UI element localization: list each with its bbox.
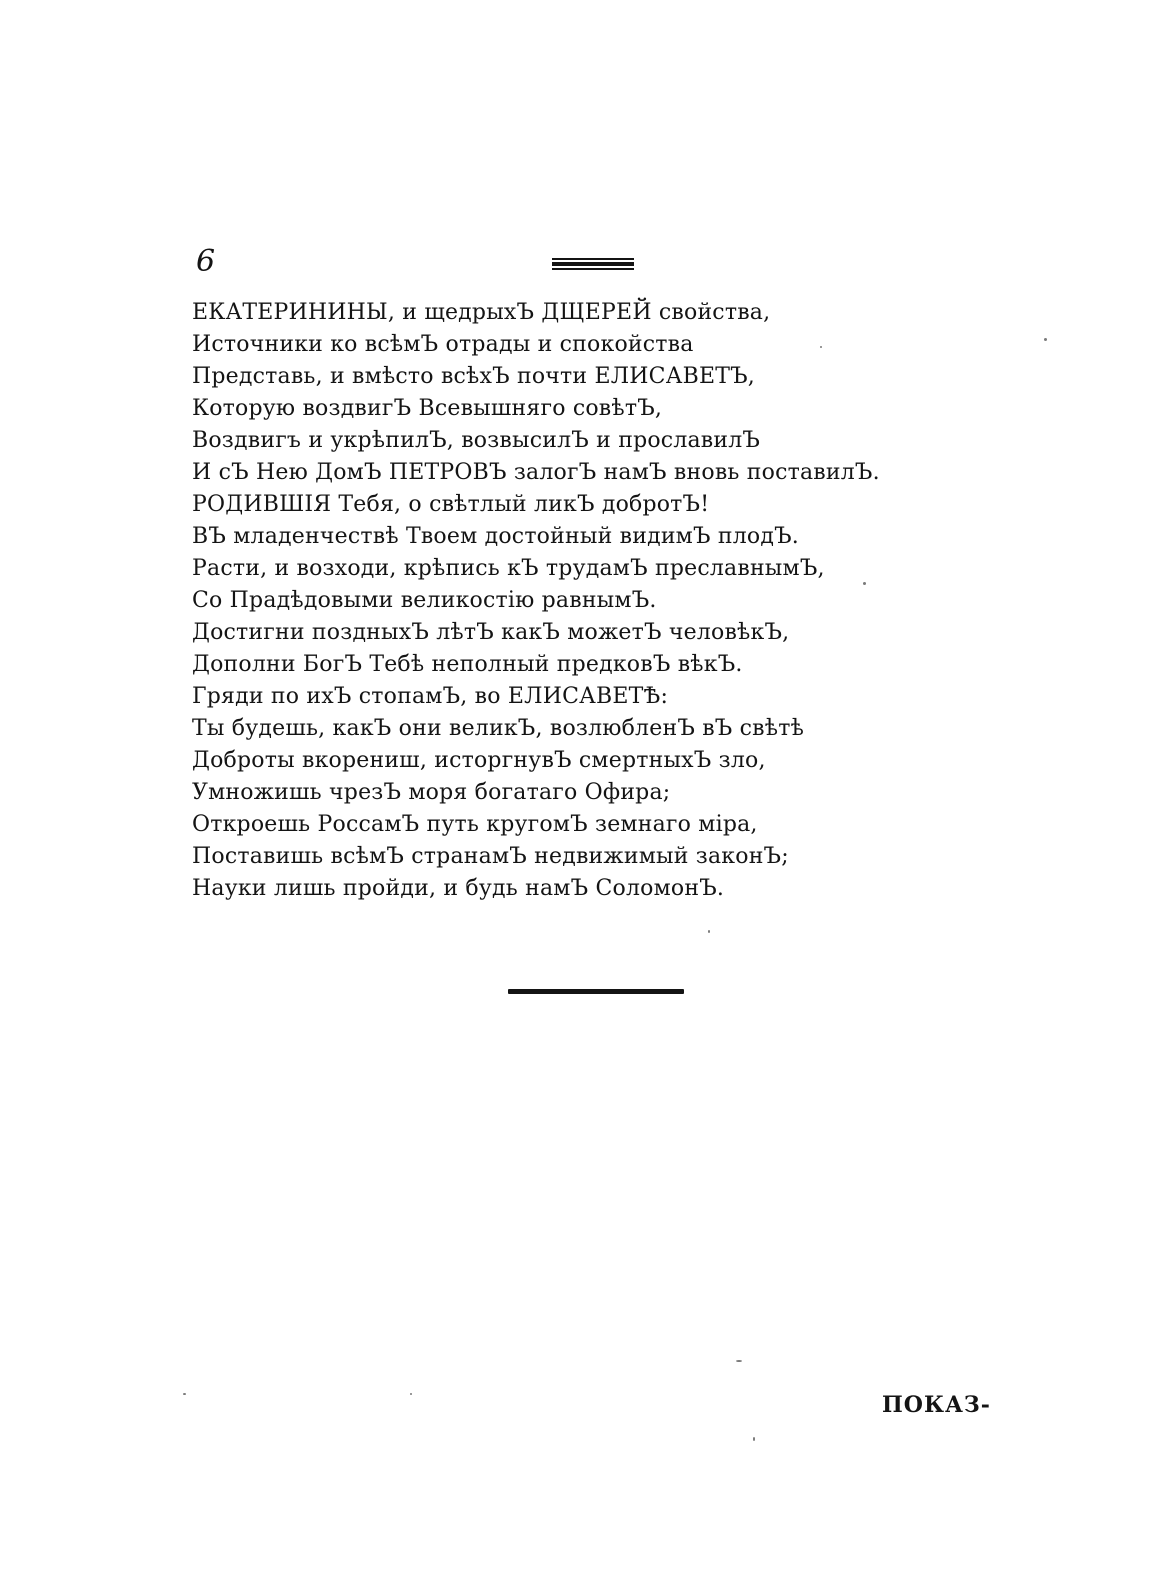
poem-line: Источники ко всѣмЪ отрады и спокойства (192, 332, 694, 357)
poem-line: ЕКАТЕРИНИНЫ, и щедрыхЪ ДЩЕРЕЙ свойства, (192, 300, 771, 325)
print-speck (1044, 338, 1047, 341)
header-rule-top (552, 258, 634, 260)
print-speck (863, 582, 866, 585)
catchword: ПОКАЗ- (882, 1392, 991, 1418)
poem-line: ВЪ младенчествѣ Твоем достойный видимЪ плодЪ. (192, 524, 799, 549)
poem-line: Расти, и возходи, крѣпись кЪ трудамЪ преславнымЪ, (192, 556, 825, 581)
print-speck (183, 1393, 186, 1395)
poem-line: Науки лишь пройди, и будь намЪ СоломонЪ. (192, 876, 725, 901)
poem-text (192, 297, 892, 905)
poem-line: Поставишь всѣмЪ странамЪ недвижимый законЪ; (192, 844, 789, 869)
poem-line: Представь, и вмѣсто всѣхЪ почти ЕЛИСАВЕТЪ, (192, 364, 755, 389)
poem-line: Гряди по ихЪ стопамЪ, во ЕЛИСАВЕТѢ: (192, 684, 669, 709)
poem-line: Доброты вкорениш, исторгнувЪ смертныхЪ зло, (192, 748, 766, 773)
poem-line: Достигни поздныхЪ лѣтЪ какЪ можетЪ человѣкЪ, (192, 620, 790, 645)
print-speck (736, 1360, 742, 1362)
section-end-rule (508, 989, 684, 994)
poem-line: РОДИВШІЯ Тебя, о свѣтлый ликЪ добротЪ! (192, 492, 710, 517)
poem-line: Дополни БогЪ Тебѣ неполный предковЪ вѣкЪ. (192, 652, 743, 677)
print-speck (410, 1393, 412, 1395)
header-rule-bottom (552, 268, 634, 270)
header-ornament-rule (552, 258, 634, 270)
print-speck (708, 930, 710, 933)
poem-line: Воздвигъ и укрѣпилЪ, возвысилЪ и прославилЪ (192, 428, 761, 453)
print-speck (820, 346, 822, 348)
poem-line: Откроешь РоссамЪ путь кругомЪ земнаго міра, (192, 812, 758, 837)
page-number: 6 (196, 244, 216, 279)
print-speck (753, 1437, 755, 1441)
poem-line: Которую воздвигЪ Всевышняго совѣтЪ, (192, 396, 663, 421)
poem-line: Ты будешь, какЪ они великЪ, возлюбленЪ вЪ свѣтѣ (192, 716, 805, 741)
poem-line: Со Прадѣдовыми великостію равнымЪ. (192, 588, 657, 613)
header-rule-middle (552, 262, 634, 266)
poem-line: Умножишь чрезЪ моря богатаго Офира; (192, 780, 671, 805)
poem-line: И сЪ Нею ДомЪ ПЕТРОВЪ залогЪ намЪ вновь поставилЪ. (192, 460, 880, 485)
